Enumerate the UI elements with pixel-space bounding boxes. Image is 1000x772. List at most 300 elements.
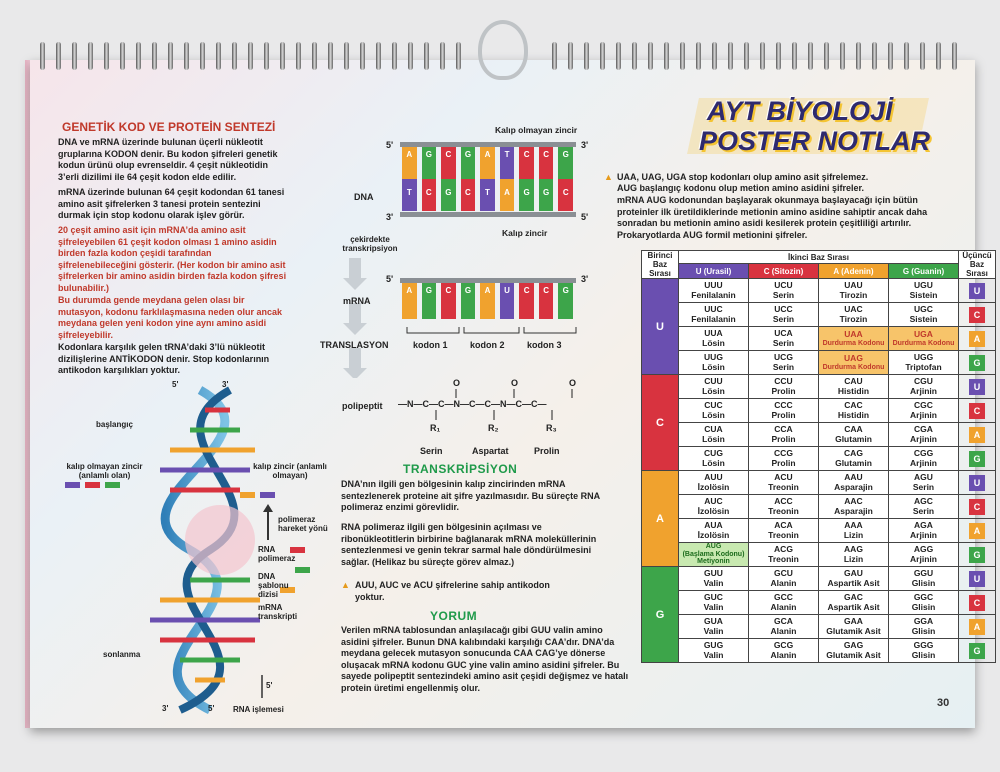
col-header-g: G (Guanin) [889, 264, 959, 279]
codon-cell [889, 567, 959, 591]
helix-kalip-olmayan-label: kalıp olmayan zincir (anlamlı olan) [66, 462, 143, 480]
binding-ring [648, 42, 653, 70]
genetic-code-table [641, 250, 996, 663]
nucleotide-base: G [519, 179, 534, 211]
amino-acid-name: Aspartik Asit [827, 601, 880, 612]
nucleotide-base: G [441, 179, 456, 211]
amino-acid-name: Fenilalanin [691, 289, 736, 300]
metionin-note: mRNA AUG kodonundan başlayarak okunmaya başlayacağı için bütün proteinler ilk üretildiklerinde metionin amino asidine sahiptir ancak daha sonradan bu metionin amino asidi kesilerek protein çeşitliliği artırılır. [617, 195, 928, 228]
third-base-cell [959, 615, 996, 639]
codon-code: UCA [774, 328, 793, 338]
svg-text:—N—C—C—N—C—C—N—C—C—: —N—C—C—N—C—C—N—C—C— [398, 399, 547, 409]
amino-acid-name: Arjinin [910, 385, 937, 396]
helix-mrna-transkripti-label: mRNA transkripti [258, 603, 298, 621]
amino-acid-name: Valin [703, 577, 724, 588]
codon-cell [819, 567, 889, 591]
binding-ring [392, 42, 397, 70]
binding-ring [152, 42, 157, 70]
codon-code: UUG [704, 352, 723, 362]
aa-serin: Serin [420, 446, 443, 456]
third-base-cell [959, 375, 996, 399]
codon-code: AAU [844, 472, 863, 482]
col-header-a: A (Adenin) [819, 264, 889, 279]
codon-cell [679, 543, 749, 567]
codon-code: AGA [914, 520, 933, 530]
left-paragraph-4: Bu durumda gende meydana gelen olası bir mutasyon, kodonu farklılaşmasına neden olur ancak meydana gelen yeni kodon yine aynı amino asidi şifreleyebilir. [58, 295, 283, 340]
third-base-chip: G [969, 355, 985, 371]
codon-code: ACC [774, 496, 793, 506]
codon-code: CAG [844, 448, 863, 458]
codon-row [642, 279, 996, 303]
codon-cell [749, 495, 819, 519]
amino-acid-name: Serin [912, 505, 935, 516]
codon-cell [749, 327, 819, 351]
amino-acid-name: Histidin [837, 409, 870, 420]
nucleotide-base: G [539, 179, 554, 211]
third-base-chip: C [969, 307, 985, 323]
svg-text:O: O [453, 378, 461, 388]
binding-ring [168, 42, 173, 70]
amino-acid-name: Sistein [909, 289, 938, 300]
third-base-chip: G [969, 547, 985, 563]
helix-3prime-bottom: 3' [162, 704, 169, 713]
first-base-header: Birinci Baz Sırası [642, 251, 679, 279]
codon-cell [889, 327, 959, 351]
binding-ring [728, 42, 733, 70]
codon-code: AAC [844, 496, 863, 506]
codon-cell [749, 423, 819, 447]
nucleotide-base: T [480, 179, 495, 211]
amino-acid-name: Tirozin [839, 289, 868, 300]
third-base-chip: U [969, 283, 985, 299]
codon-cell [679, 279, 749, 303]
amino-acid-name: Alanin [770, 601, 797, 612]
binding-ring [328, 42, 333, 70]
codon-cell [679, 519, 749, 543]
amino-acid-name: Alanin [770, 577, 797, 588]
helix-polimeraz-yonu-label: polimeraz hareket yönü [278, 515, 328, 533]
codon-code: GCU [774, 568, 793, 578]
first-base-cell: G [642, 567, 679, 663]
third-base-cell [959, 351, 996, 375]
binding-ring [616, 42, 621, 70]
amino-acid-name: Prolin [771, 385, 796, 396]
amino-acid-name: Aspartik Asit [827, 577, 880, 588]
codon-code: ACG [774, 544, 793, 554]
codon-cell [819, 639, 889, 663]
codon-code: GCC [774, 592, 793, 602]
codon-cell [889, 615, 959, 639]
codon-code: GAG [843, 640, 864, 650]
codon-code: GAC [844, 592, 863, 602]
amino-acid-name: Alanin [770, 649, 797, 660]
kodon-2-label: kodon 2 [470, 340, 505, 350]
amino-acid-name: (Başlama Kodonu) Metiyonin [682, 550, 745, 566]
third-base-chip: A [969, 523, 985, 539]
codon-cell [889, 543, 959, 567]
prokaryot-note: Prokaryotlarda AUG formil metionini şifreler. [617, 230, 808, 240]
aug-note: AUG başlangıç kodonu olup metion amino asidini şifreler. [617, 183, 865, 193]
codon-code: AAA [844, 520, 863, 530]
ribonucleotide-base: G [558, 283, 573, 319]
codon-cell [749, 471, 819, 495]
codon-code: UUC [704, 304, 723, 314]
binding-ring [440, 42, 445, 70]
codon-cell [889, 471, 959, 495]
page-number: 30 [937, 697, 950, 709]
binding-ring [248, 42, 253, 70]
codon-cell [819, 447, 889, 471]
amino-acid-name: Tirozin [839, 313, 868, 324]
codon-code: CCC [774, 400, 793, 410]
amino-acid-name: Prolin [771, 433, 796, 444]
codon-cell [679, 615, 749, 639]
codon-cell [889, 399, 959, 423]
codon-cell [819, 279, 889, 303]
stop-codon-note: UAA, UAG, UGA stop kodonları olup amino asit şifrelemez. [617, 172, 869, 182]
codon-code: GGA [913, 616, 934, 626]
banner-line-2: POSTER NOTLAR [699, 126, 931, 156]
codon-cell [889, 423, 959, 447]
third-base-cell [959, 591, 996, 615]
codon-code: AUC [704, 496, 723, 506]
codon-code: UAU [844, 280, 863, 290]
amino-acid-name: İzolösin [697, 505, 730, 516]
first-base-cell: A [642, 471, 679, 567]
ribonucleotide-base: G [422, 283, 437, 319]
codon-code: AGU [914, 472, 933, 482]
codon-code: CAA [844, 424, 863, 434]
binding-ring [136, 42, 141, 70]
amino-acid-name: Prolin [771, 457, 796, 468]
codon-code: UGA [914, 329, 933, 340]
codon-row [642, 615, 996, 639]
codon-cell [889, 351, 959, 375]
third-base-chip: C [969, 499, 985, 515]
binding-ring [56, 42, 61, 70]
amino-acid-name: Histidin [837, 385, 870, 396]
binding-ring [792, 42, 797, 70]
codon-row [642, 375, 996, 399]
codon-cell [889, 495, 959, 519]
amino-acid-name: Glisin [911, 601, 936, 612]
codon-code: UCU [774, 280, 793, 290]
left-paragraph-5: Kodonlara karşılık gelen tRNA’daki 3’lü nükleotit dizilişlerine ANTİKODON denir. Stop kodonlarının antikodon karşılıkları yoktur. [58, 342, 270, 375]
codon-code: GCA [774, 616, 793, 626]
amino-acid-name: Treonin [768, 529, 799, 540]
amino-acid-name: İzolösin [697, 529, 730, 540]
ribonucleotide-base: G [461, 283, 476, 319]
kodon-3-label: kodon 3 [527, 340, 562, 350]
codon-cell [679, 591, 749, 615]
amino-acid-name: Arjinin [910, 553, 937, 564]
codon-brackets [404, 325, 580, 337]
svg-text:R₃: R₃ [546, 423, 557, 433]
mrna-strand [400, 278, 576, 322]
amino-acid-name: Lösin [702, 361, 725, 372]
third-base-cell [959, 519, 996, 543]
codon-code: AGG [913, 544, 934, 554]
left-paragraph-1: DNA ve mRNA üzerinde bulunan üçerli nükleotit gruplarına KODON denir. Bu kodon şifreleri genetik kodun ürünü olup evrenseldir. 4 çeşit nükleotidin 3’erli dizilimi ile 64 çeşit kodon elde edilir. [58, 137, 278, 182]
binding-ring [808, 42, 813, 70]
codon-cell [679, 567, 749, 591]
third-base-cell [959, 567, 996, 591]
codon-row [642, 639, 996, 663]
binding-ring [72, 42, 77, 70]
third-base-chip: C [969, 403, 985, 419]
binding-ring [856, 42, 861, 70]
antikodon-note: AUU, AUC ve ACU şifrelerine sahip antikodon yoktur. [355, 580, 550, 602]
amino-acid-name: Glisin [911, 577, 936, 588]
amino-acid-name: Lösin [702, 409, 725, 420]
codon-row [642, 423, 996, 447]
aa-prolin: Prolin [534, 446, 560, 456]
helix-dna-sablon-label: DNA şablonu dizisi [258, 572, 289, 599]
amino-acid-name: Arjinin [910, 409, 937, 420]
left-paragraph-2: mRNA üzerinde bulunan 64 çeşit kodondan 61 tanesi amino asit şifrelerken 3 tanesi protein sentezini durmak için stop kodonu olarak işlev görür. [58, 187, 285, 220]
codon-code: UUU [704, 280, 723, 290]
mrna-5prime: 5' [386, 274, 394, 284]
third-base-cell [959, 423, 996, 447]
codon-code: UGC [914, 304, 933, 314]
binding-ring [312, 42, 317, 70]
amino-acid-name: Glutamik Asit [826, 649, 881, 660]
third-base-chip: U [969, 379, 985, 395]
third-base-cell [959, 327, 996, 351]
svg-text:O: O [569, 378, 577, 388]
binding-ring [120, 42, 125, 70]
codon-code: CUG [704, 448, 723, 458]
amino-acid-name: Lösin [702, 457, 725, 468]
amino-acid-name: Arjinin [910, 529, 937, 540]
mrna-label: mRNA [343, 296, 371, 306]
codon-row [642, 495, 996, 519]
codon-code: CUA [704, 424, 723, 434]
codon-code: CAC [844, 400, 863, 410]
codon-code: CGC [914, 400, 933, 410]
binding-ring [552, 42, 557, 70]
codon-row [642, 447, 996, 471]
binding-ring [584, 42, 589, 70]
amino-acid-name: İzolösin [697, 481, 730, 492]
helix-3prime-top: 3' [222, 380, 229, 389]
codon-cell [749, 615, 819, 639]
codon-cell [679, 423, 749, 447]
amino-acid-name: Treonin [768, 553, 799, 564]
codon-code: CCG [774, 448, 793, 458]
amino-acid-name: Arjinin [910, 457, 937, 468]
kalip-olmayan-zincir-label: Kalıp olmayan zincir [495, 125, 578, 135]
codon-row [642, 399, 996, 423]
yorum-title: YORUM [430, 609, 478, 623]
nucleotide-base: G [422, 147, 437, 179]
nucleotide-base: C [461, 179, 476, 211]
amino-acid-name: Lösin [702, 385, 725, 396]
third-base-chip: U [969, 475, 985, 491]
binding-ring [40, 42, 45, 70]
codon-code: CAU [844, 376, 863, 386]
codon-cell [749, 375, 819, 399]
helix-sonlanma-label: sonlanma [103, 650, 141, 659]
nucleotide-base: A [402, 147, 417, 179]
dna-3prime-bottom: 3' [386, 212, 394, 222]
codon-code: GUA [704, 616, 723, 626]
amino-acid-name: Glisin [911, 625, 936, 636]
codon-code: ACU [774, 472, 793, 482]
binding-ring [936, 42, 941, 70]
binding-ring [920, 42, 925, 70]
amino-acid-name: Asparajin [834, 505, 873, 516]
binding-ring [360, 42, 365, 70]
ribonucleotide-base: C [519, 283, 534, 319]
third-base-cell [959, 495, 996, 519]
nucleotide-base: A [480, 147, 495, 179]
nucleotide-base: T [402, 179, 417, 211]
codon-cell [819, 471, 889, 495]
binding-ring [424, 42, 429, 70]
codon-cell [819, 615, 889, 639]
codon-code: CCA [774, 424, 793, 434]
third-base-chip: A [969, 619, 985, 635]
binding-ring [600, 42, 605, 70]
codon-code: UCG [774, 352, 793, 362]
dna-label: DNA [354, 192, 374, 202]
ribonucleotide-base: C [539, 283, 554, 319]
hanger-hook-icon [478, 20, 528, 80]
codon-cell [819, 303, 889, 327]
codon-code: AAG [844, 544, 863, 554]
amino-acid-name: Serin [912, 481, 935, 492]
svg-text:O: O [511, 378, 519, 388]
amino-acid-name: Glutamin [835, 457, 872, 468]
kodon-1-label: kodon 1 [413, 340, 448, 350]
codon-cell [749, 351, 819, 375]
codon-cell [749, 303, 819, 327]
binding-ring [760, 42, 765, 70]
yorum-paragraph: Verilen mRNA tablosundan anlaşılacağı gibi GUU valin amino asidini şifreler. Bunun DNA kalıbındaki karşılığı CAA’dır. DNA’da meydana gelecek mutasyon sonucunda CAA CAG’ye dönerse oluşacak mRNA kodonu GUC yine valin amino asidini şifreler. Bu sayede polipeptit sentezindeki amino asit çeşidi değişmez ve hatalı protein üretimi engellenmiş olur. [341, 625, 629, 693]
amino-acid-name: Valin [703, 625, 724, 636]
polypeptide-structure [398, 376, 588, 438]
ribonucleotide-base: C [441, 283, 456, 319]
ayt-biyoloji-banner [693, 92, 933, 160]
codon-code: GGC [913, 592, 934, 602]
codon-cell [679, 351, 749, 375]
amino-acid-name: Treonin [768, 481, 799, 492]
helix-5prime-bottom-2: 5' [266, 681, 273, 690]
binding-ring [680, 42, 685, 70]
third-base-chip: A [969, 427, 985, 443]
sugar-phosphate-backbone [400, 212, 576, 217]
nucleotide-base: A [500, 179, 515, 211]
codon-cell [819, 591, 889, 615]
ribonucleotide-base: A [402, 283, 417, 319]
codon-code: AUG [705, 543, 722, 551]
helix-baslangic-label: başlangıç [96, 420, 133, 429]
codon-cell [749, 591, 819, 615]
transkripsiyon-title: TRANSKRİPSİYON [403, 462, 518, 476]
transkripsiyon-paragraph-2: RNA polimeraz ilgili gen bölgesinin açılması ve ribonükleotitlerin birbirine bağlanarak mRNA moleküllerinin sentezlenmesi ve genin tekrar sarmal hale döndürülmesini sağlar. (Helikaz bu süreçte görev almaz.) [341, 522, 597, 567]
binding-ring [952, 42, 957, 70]
codon-row [642, 471, 996, 495]
third-base-chip: C [969, 595, 985, 611]
codon-code: GCG [773, 640, 794, 650]
first-base-cell: U [642, 279, 679, 375]
codon-cell [889, 447, 959, 471]
binding-ring [776, 42, 781, 70]
codon-cell [889, 375, 959, 399]
codon-code: UGG [913, 352, 934, 362]
amino-acid-name: Treonin [768, 505, 799, 516]
dna-5prime-bottom: 5' [581, 212, 589, 222]
dna-double-strand [400, 142, 576, 218]
codon-cell [679, 375, 749, 399]
second-base-header: İkinci Baz Sırası [679, 251, 959, 264]
amino-acid-name: Lösin [702, 433, 725, 444]
col-header-u: U (Urasil) [679, 264, 749, 279]
codon-cell [749, 399, 819, 423]
binding-ring [712, 42, 717, 70]
nucleotide-base: C [422, 179, 437, 211]
amino-acid-name: Glutamik Asit [826, 625, 881, 636]
svg-text:R₁: R₁ [430, 423, 441, 433]
codon-row [642, 591, 996, 615]
polipeptit-label: polipeptit [342, 401, 383, 411]
codon-cell [889, 591, 959, 615]
dna-5prime-top: 5' [386, 140, 394, 150]
first-base-cell: C [642, 375, 679, 471]
col-header-c: C (Sitozin) [749, 264, 819, 279]
codon-cell [819, 375, 889, 399]
amino-acid-name: Glisin [911, 649, 936, 660]
codon-code: AUU [704, 472, 723, 482]
dna-3prime-top: 3' [581, 140, 589, 150]
amino-acid-name: Durdurma Kodonu [822, 339, 885, 347]
binding-ring [264, 42, 269, 70]
codon-cell [749, 639, 819, 663]
binding-ring [696, 42, 701, 70]
codon-cell [749, 567, 819, 591]
amino-acid-name: Serin [772, 289, 795, 300]
codon-code: UAC [844, 304, 863, 314]
codon-code: AUA [704, 520, 723, 530]
nucleotide-base: T [500, 147, 515, 179]
binding-ring [664, 42, 669, 70]
translasyon-label: TRANSLASYON [320, 340, 389, 350]
amino-acid-name: Asparajin [834, 481, 873, 492]
amino-acid-name: Alanin [770, 625, 797, 636]
codon-row [642, 327, 996, 351]
ribonucleotide-base: A [480, 283, 495, 319]
codon-cell [749, 519, 819, 543]
codon-code: GAU [844, 568, 863, 578]
amino-acid-name: Lizin [843, 553, 864, 564]
nucleotide-base: G [461, 147, 476, 179]
third-base-cell [959, 447, 996, 471]
codon-row [642, 567, 996, 591]
codon-code: GGU [913, 568, 934, 578]
codon-code: UAA [844, 329, 863, 340]
binding-ring [88, 42, 93, 70]
third-base-cell [959, 543, 996, 567]
helix-5prime-bottom: 5' [208, 704, 215, 713]
svg-text:R₂: R₂ [488, 423, 499, 433]
codon-code: AGC [914, 496, 933, 506]
amino-acid-name: Serin [772, 337, 795, 348]
binding-ring [744, 42, 749, 70]
codon-cell [679, 471, 749, 495]
binding-ring [888, 42, 893, 70]
amino-acid-name: Lösin [702, 337, 725, 348]
